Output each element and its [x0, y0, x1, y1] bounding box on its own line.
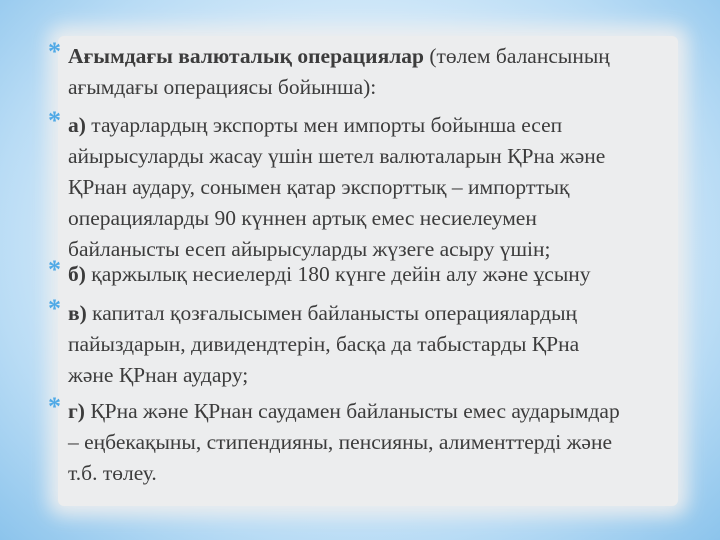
- text-line: а) тауарлардың экспорты мен импорты бойынша есеп: [68, 113, 563, 137]
- asterisk-bullet-icon: *: [48, 392, 61, 421]
- text-line: г) ҚРна және ҚРнан саудамен байланысты емес аударымдар: [68, 399, 620, 423]
- text-line: ағымдағы операциясы бойынша):: [68, 75, 377, 99]
- asterisk-bullet-icon: *: [48, 106, 61, 135]
- text-line: т.б. төлеу.: [68, 461, 157, 485]
- asterisk-bullet-icon: *: [48, 37, 61, 66]
- text-line: пайыздарын, дивидендтерін, басқа да табыстарды ҚРна: [68, 332, 580, 356]
- text-line: операцияларды 90 күннен артық емес несиелеумен: [68, 206, 537, 230]
- asterisk-bullet-icon: *: [48, 294, 61, 323]
- text-line: ҚРнан аудару, сонымен қатар экспорттық – импорттық: [68, 175, 570, 199]
- text-line: б) қаржылық несиелерді 180 күнге дейін алу және ұсыну: [68, 262, 591, 286]
- asterisk-bullet-icon: *: [48, 255, 61, 284]
- slide-content: [48, 36, 678, 506]
- text-line: – еңбекақыны, стипендияны, пенсияны, алименттерді және: [68, 430, 613, 454]
- text-line: в) капитал қозғалысымен байланысты операциялардың: [68, 301, 578, 325]
- text-line: айырысуларды жасау үшін шетел валюталарын ҚРна және: [68, 144, 606, 168]
- text-line: және ҚРнан аудару;: [68, 363, 249, 387]
- text-line: байланысты есеп айырысуларды жүзеге асыру үшін;: [68, 237, 551, 261]
- text-line: Ағымдағы валюталық операциялар (төлем балансының: [68, 44, 610, 68]
